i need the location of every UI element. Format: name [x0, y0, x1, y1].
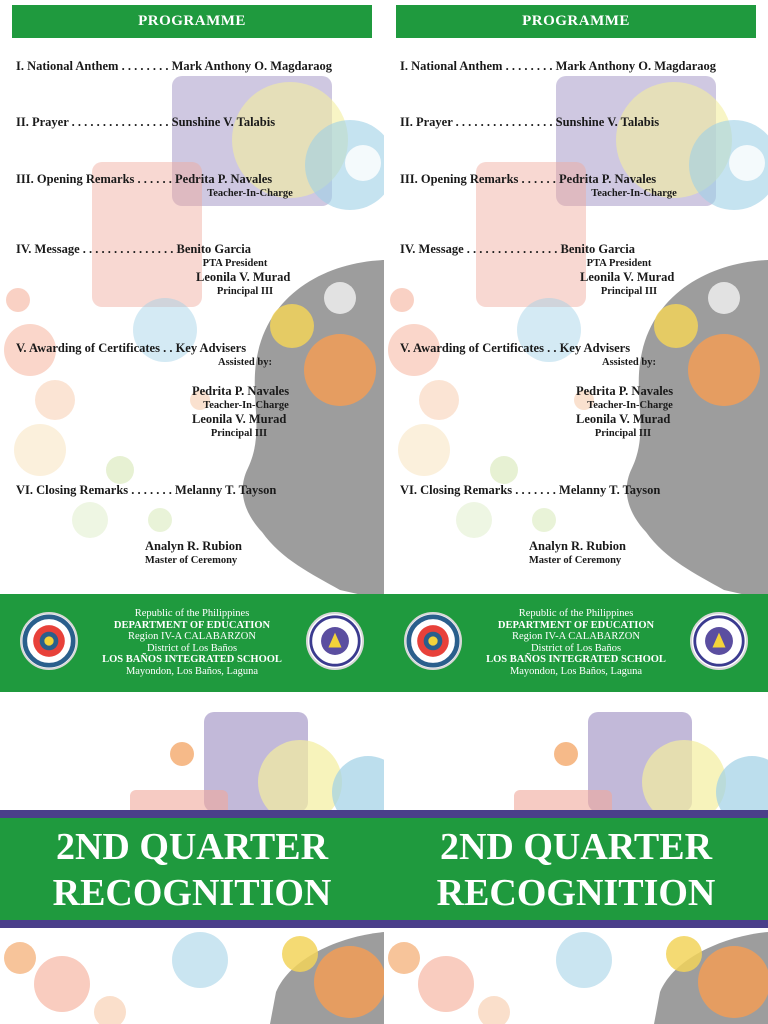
deped-footer — [384, 594, 768, 692]
programme-item-5-role-2: Principal III — [210, 428, 268, 439]
programme-item-5-assisted: Assisted by: — [602, 357, 656, 368]
title-line-1: 2ND QUARTER — [439, 826, 713, 868]
programme-item-4: IV. Message . . . . . . . . . . . . . . . Benito Garcia — [16, 242, 251, 256]
republic-line: Republic of the Philippines — [518, 608, 634, 619]
title-band — [0, 818, 384, 920]
programme-item-4-role: PTA President — [586, 258, 652, 269]
deped-text — [464, 608, 688, 677]
department-line: DEPARTMENT OF EDUCATION — [497, 619, 655, 631]
deped-footer — [0, 594, 384, 692]
school-line: LOS BAÑOS INTEGRATED SCHOOL — [102, 654, 282, 665]
deped-seal-icon — [306, 612, 364, 670]
programme-item-5-role-1: Teacher-In-Charge — [587, 400, 673, 411]
programme-item-5-role-2: Principal III — [594, 428, 652, 439]
school-seal-icon — [20, 612, 78, 670]
programme-heading: PROGRAMME — [12, 5, 372, 38]
address-line: Mayondon, Los Baños, Laguna — [509, 665, 643, 677]
region-line: Region IV-A CALABARZON — [512, 631, 640, 642]
mc-name: Analyn R. Rubion — [145, 539, 242, 553]
programme-item-2: II. Prayer . . . . . . . . . . . . . . . . Sunshine V. Talabis — [400, 115, 660, 129]
background-art-icon — [0, 0, 384, 600]
program-column-right — [384, 0, 768, 1024]
deped-seal-icon — [690, 612, 748, 670]
programme-item-5-name-2: Leonila V. Murad — [576, 412, 671, 426]
background-art-icon — [384, 0, 768, 600]
school-line: LOS BAÑOS INTEGRATED SCHOOL — [486, 654, 666, 665]
title-line-2: RECOGNITION — [52, 872, 332, 914]
mc-name: Analyn R. Rubion — [529, 539, 626, 553]
programme-item-5-role-1: Teacher-In-Charge — [203, 400, 289, 411]
title-band-top-stripe — [0, 810, 384, 818]
title-line-1: 2ND QUARTER — [55, 826, 329, 868]
deped-text — [80, 608, 304, 677]
programme-item-4-second-role: Principal III — [600, 286, 658, 297]
programme-item-4-role: PTA President — [202, 258, 268, 269]
programme-item-5-name-1: Pedrita P. Navales — [576, 384, 674, 398]
programme-item-6: VI. Closing Remarks . . . . . . . Melanny T. Tayson — [16, 483, 277, 497]
programme-item-5: V. Awarding of Certificates . . Key Advisers — [400, 341, 631, 355]
programme-item-1: I. National Anthem . . . . . . . . Mark Anthony O. Magdaraog — [400, 59, 716, 73]
programme-item-3-role: Teacher-In-Charge — [591, 188, 677, 199]
title-band-bottom-stripe — [384, 920, 768, 928]
region-line: Region IV-A CALABARZON — [128, 631, 256, 642]
district-line: District of Los Baños — [530, 642, 622, 654]
programme-item-4-second-role: Principal III — [216, 286, 274, 297]
address-line: Mayondon, Los Baños, Laguna — [125, 665, 259, 677]
title-band-bottom-stripe — [0, 920, 384, 928]
programme-heading: PROGRAMME — [396, 5, 756, 38]
programme-item-4-second-name: Leonila V. Murad — [580, 270, 675, 284]
programme-item-4: IV. Message . . . . . . . . . . . . . . . Benito Garcia — [400, 242, 635, 256]
title-band-top-stripe — [384, 810, 768, 818]
school-seal-icon — [404, 612, 462, 670]
programme-item-3: III. Opening Remarks . . . . . . Pedrita P. Navales — [400, 172, 657, 186]
programme-item-4-second-name: Leonila V. Murad — [196, 270, 291, 284]
title-line-2: RECOGNITION — [436, 872, 716, 914]
republic-line: Republic of the Philippines — [134, 608, 250, 619]
programme-item-5-name-1: Pedrita P. Navales — [192, 384, 290, 398]
title-band — [384, 818, 768, 920]
programme-item-2: II. Prayer . . . . . . . . . . . . . . . . Sunshine V. Talabis — [16, 115, 276, 129]
programme-item-5: V. Awarding of Certificates . . Key Advisers — [16, 341, 247, 355]
programme-item-3-role: Teacher-In-Charge — [207, 188, 293, 199]
department-line: DEPARTMENT OF EDUCATION — [113, 619, 271, 631]
mc-role: Master of Ceremony — [144, 555, 238, 566]
programme-item-3: III. Opening Remarks . . . . . . Pedrita P. Navales — [16, 172, 273, 186]
programme-item-5-name-2: Leonila V. Murad — [192, 412, 287, 426]
mc-role: Master of Ceremony — [528, 555, 622, 566]
programme-item-5-assisted: Assisted by: — [218, 357, 272, 368]
programme-item-1: I. National Anthem . . . . . . . . Mark Anthony O. Magdaraog — [16, 59, 332, 73]
programme-item-6: VI. Closing Remarks . . . . . . . Melanny T. Tayson — [400, 483, 661, 497]
district-line: District of Los Baños — [146, 642, 238, 654]
